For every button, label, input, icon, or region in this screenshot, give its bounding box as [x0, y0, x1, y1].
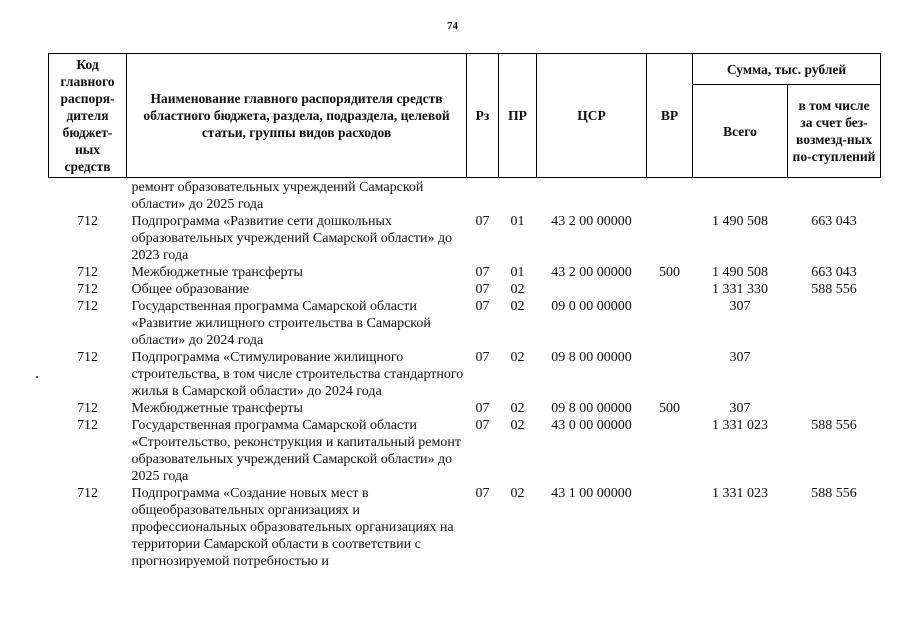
- cell-rz: 07: [475, 265, 490, 280]
- cell-name: Подпрограмма «Создание новых мест в общеобразовательных организациях и профессиональных образовательных организациях на территории Самарской области в соответствии с прогнозируемой потребностью и: [131, 486, 454, 569]
- cell-pr: 02: [510, 418, 525, 433]
- cell-pr: 02: [510, 486, 525, 501]
- cell-free: 663 043: [811, 265, 857, 280]
- cell-total: 1 331 023: [712, 418, 768, 433]
- cell-name: Подпрограмма «Стимулирование жилищного строительства, в том числе строительства стандартного жилья в Самарской области» до 2024 года: [131, 350, 464, 399]
- cell-name: Межбюджетные трансферты: [131, 265, 303, 280]
- cell-pr: 02: [510, 282, 525, 297]
- cell-total: 1 331 330: [712, 282, 768, 297]
- cell-code: 712: [77, 486, 98, 501]
- cell-pr: 01: [510, 214, 525, 229]
- cell-name: Подпрограмма «Развитие сети дошкольных образовательных учреждений Самарской области» до 2023 года: [131, 214, 453, 263]
- table-body: [49, 178, 881, 571]
- cell-code: 712: [77, 214, 98, 229]
- header-pr: ПР: [499, 54, 537, 178]
- cell-code: [49, 178, 127, 214]
- cell-name: Межбюджетные трансферты: [131, 401, 303, 416]
- table-row: [49, 178, 881, 214]
- cell-pr: 02: [510, 401, 525, 416]
- cell-csr: 43 1 00 00000: [551, 486, 632, 501]
- cell-vr: [647, 178, 693, 214]
- cell-total: 1 331 023: [712, 486, 768, 501]
- page-number: 74: [447, 20, 458, 32]
- cell-free: [788, 349, 881, 400]
- budget-table: [48, 53, 881, 570]
- cell-total: 307: [729, 299, 751, 314]
- header-rz: Рз: [467, 54, 499, 178]
- cell-free: 588 556: [811, 282, 857, 297]
- cell-csr: 09 0 00 00000: [551, 299, 632, 314]
- header-csr: ЦСР: [537, 54, 647, 178]
- cell-total: 1 490 508: [712, 214, 768, 229]
- cell-csr: 09 8 00 00000: [551, 401, 632, 416]
- cell-name: Государственная программа Самарской области «Строительство, реконструкция и капитальный ремонт образовательных учреждений Самарской области» до 2025 года: [131, 418, 461, 484]
- cell-code: 712: [77, 350, 98, 365]
- cell-rz: 07: [475, 350, 490, 365]
- cell-csr: 43 2 00 00000: [551, 214, 632, 229]
- table-row: [49, 485, 881, 570]
- cell-name: Общее образование: [131, 282, 250, 297]
- header-code: Код главного распоря-дителя бюджет-ных средств: [49, 54, 127, 178]
- cell-code: 712: [77, 265, 98, 280]
- cell-csr: [537, 281, 647, 298]
- cell-code: 712: [77, 282, 98, 297]
- cell-total: 307: [729, 350, 751, 365]
- scan-speck: [36, 376, 38, 378]
- cell-vr: 500: [659, 401, 680, 416]
- cell-vr: 500: [659, 265, 680, 280]
- cell-free: [788, 400, 881, 417]
- cell-rz: 07: [475, 486, 490, 501]
- cell-free: 663 043: [811, 214, 857, 229]
- cell-vr: [647, 213, 693, 264]
- table-row: [49, 417, 881, 485]
- cell-vr: [647, 281, 693, 298]
- cell-code: 712: [77, 418, 98, 433]
- cell-csr: 43 2 00 00000: [551, 265, 632, 280]
- cell-total: 307: [729, 401, 751, 416]
- cell-free: [788, 178, 881, 214]
- table-row: [49, 298, 881, 349]
- cell-free: [788, 298, 881, 349]
- cell-vr: [647, 485, 693, 570]
- cell-code: 712: [77, 299, 98, 314]
- cell-free: 588 556: [811, 486, 857, 501]
- cell-free: 588 556: [811, 418, 857, 433]
- table-row: [49, 400, 881, 417]
- header-vr: ВР: [647, 54, 693, 178]
- cell-pr: 02: [510, 299, 525, 314]
- cell-pr: 02: [510, 350, 525, 365]
- table-row: [49, 281, 881, 298]
- cell-vr: [647, 298, 693, 349]
- table-header: [49, 54, 881, 178]
- header-sum-group: Сумма, тыс. рублей: [693, 54, 881, 85]
- cell-rz: [467, 178, 499, 214]
- cell-name: Государственная программа Самарской области «Развитие жилищного строительства в Самарской области» до 2024 года: [131, 299, 431, 348]
- header-name: Наименование главного распорядителя средств областного бюджета, раздела, подраздела, целевой статьи, группы видов расходов: [127, 54, 467, 178]
- table-row: [49, 264, 881, 281]
- cell-pr: [499, 178, 537, 214]
- cell-pr: 01: [510, 265, 525, 280]
- cell-rz: 07: [475, 418, 490, 433]
- cell-total: [693, 178, 788, 214]
- cell-csr: [537, 178, 647, 214]
- cell-csr: 09 8 00 00000: [551, 350, 632, 365]
- cell-code: 712: [77, 401, 98, 416]
- table-row: [49, 349, 881, 400]
- cell-name: ремонт образовательных учреждений Самарской области» до 2025 года: [131, 180, 424, 212]
- cell-rz: 07: [475, 299, 490, 314]
- cell-rz: 07: [475, 401, 490, 416]
- cell-rz: 07: [475, 282, 490, 297]
- cell-vr: [647, 349, 693, 400]
- cell-total: 1 490 508: [712, 265, 768, 280]
- cell-csr: 43 0 00 00000: [551, 418, 632, 433]
- table-row: [49, 213, 881, 264]
- cell-rz: 07: [475, 214, 490, 229]
- cell-vr: [647, 417, 693, 485]
- header-free: в том числе за счет без-возмезд-ных по-ступлений: [788, 85, 881, 178]
- header-total: Всего: [693, 85, 788, 178]
